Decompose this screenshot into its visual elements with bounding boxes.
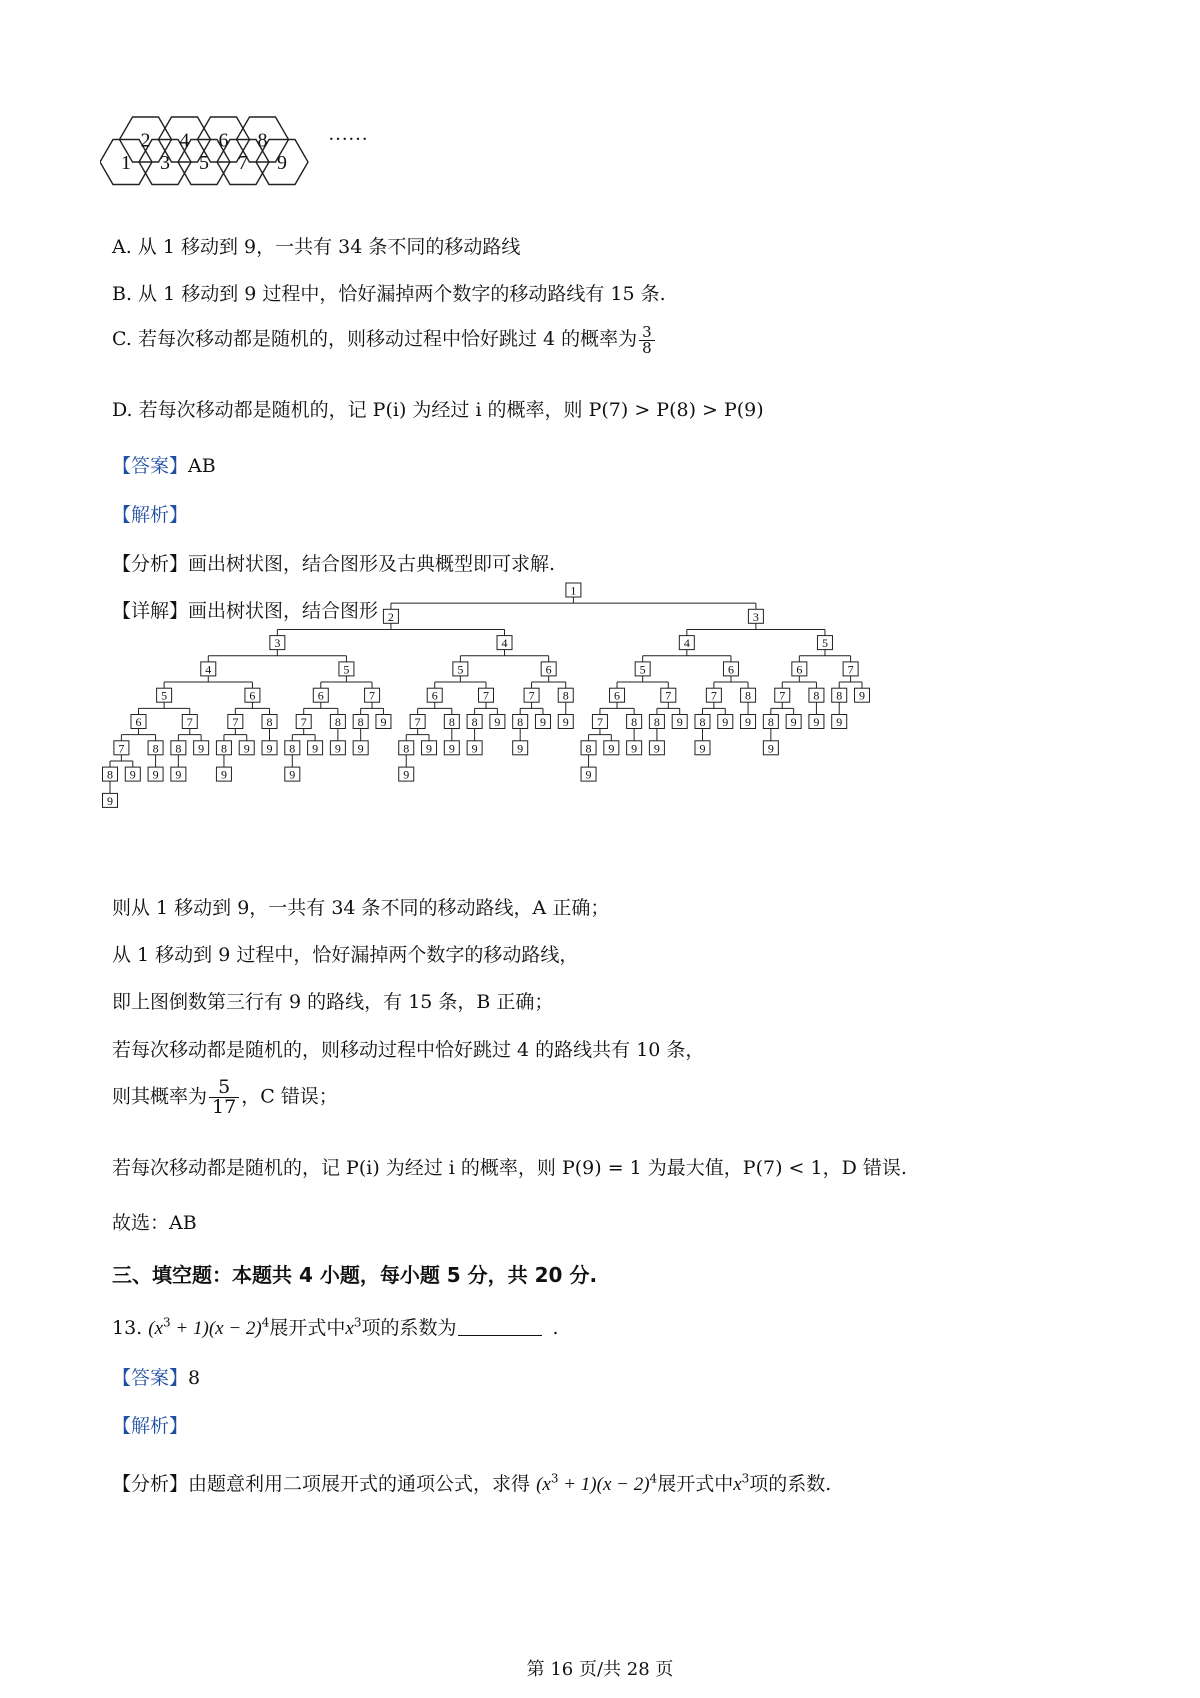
svg-text:6: 6 (727, 662, 734, 677)
svg-text:9: 9 (494, 715, 501, 729)
svg-text:5: 5 (821, 636, 828, 651)
prob-verdict: ，C 错误； (241, 1085, 338, 1108)
exponent: 3 (741, 1471, 750, 1486)
svg-text:3: 3 (160, 152, 170, 174)
svg-text:8: 8 (653, 715, 660, 729)
svg-text:9: 9 (471, 741, 478, 756)
tree-node-3 (270, 636, 285, 651)
tree-node-6 (610, 688, 625, 703)
fenxi-text: 画出树状图，结合图形及古典概型即可求解. (188, 553, 556, 575)
tree-node-9 (444, 741, 459, 756)
tree-node-5 (157, 688, 172, 703)
svg-text:9: 9 (175, 767, 182, 782)
svg-text:8: 8 (562, 688, 569, 703)
question-end: . (552, 1317, 559, 1339)
svg-text:9: 9 (403, 767, 410, 782)
svg-text:7: 7 (665, 688, 672, 703)
svg-text:8: 8 (266, 715, 273, 729)
tree-node-9 (786, 715, 801, 730)
svg-text:8: 8 (836, 688, 843, 703)
tree-node-9 (695, 741, 710, 756)
q13-jiexi (112, 1411, 188, 1438)
tree-node-9 (103, 793, 118, 808)
fraction-denominator: 8 (642, 338, 652, 357)
solution-line-6: 若每次移动都是随机的，记 P(i) 为经过 i 的概率，则 P(9) = 1 为最大值，P(7) < 1，D 错误. (112, 1157, 907, 1179)
svg-text:9: 9 (152, 767, 159, 782)
tree-node-5 (817, 636, 832, 651)
tree-node-5 (453, 662, 468, 677)
svg-text:5: 5 (639, 662, 646, 677)
solution-line-1: 则从 1 移动到 9，一共有 34 条不同的移动路线，A 正确； (112, 897, 610, 919)
tree-node-9 (399, 767, 414, 782)
svg-text:9: 9 (517, 741, 524, 756)
tree-node-7 (775, 688, 790, 703)
svg-text:9: 9 (608, 741, 615, 756)
tree-node-4 (201, 662, 216, 677)
svg-text:9: 9 (357, 741, 364, 756)
svg-text:7: 7 (238, 152, 248, 174)
tree-node-9 (627, 741, 642, 756)
svg-text:9: 9 (859, 688, 865, 703)
tree-node-8 (809, 688, 824, 703)
tree-node-9 (308, 741, 323, 756)
solution-line-4: 若每次移动都是随机的，则移动过程中恰好跳过 4 的路线共有 10 条， (112, 1039, 705, 1061)
tree-node-6 (245, 688, 260, 703)
svg-text:6: 6 (317, 688, 324, 703)
svg-text:9: 9 (380, 715, 387, 729)
solution-line-5 (112, 1078, 338, 1117)
tree-node-9 (558, 715, 573, 730)
tree-node-8 (649, 715, 664, 730)
svg-text:9: 9 (107, 793, 113, 808)
tree-node-9 (718, 715, 733, 730)
fraction-numerator: 5 (209, 1078, 239, 1098)
question-tail: 项的系数为 (361, 1317, 457, 1339)
svg-text:8: 8 (107, 767, 113, 782)
svg-text:7: 7 (414, 715, 421, 729)
tree-node-9 (330, 741, 345, 756)
tree-node-4 (679, 636, 694, 651)
tree-node-7 (296, 715, 311, 730)
tree-node-7 (228, 715, 243, 730)
jiexi-label: 【解析】 (112, 504, 189, 526)
svg-text:6: 6 (135, 715, 142, 729)
svg-text:9: 9 (767, 741, 774, 756)
svg-text:7: 7 (186, 715, 193, 729)
svg-text:6: 6 (796, 662, 803, 677)
tree-node-6 (792, 662, 807, 677)
tree-node-9 (832, 715, 847, 730)
svg-text:5: 5 (343, 662, 350, 677)
tree-node-8 (353, 715, 368, 730)
svg-text:9: 9 (653, 741, 660, 756)
svg-text:9: 9 (745, 715, 752, 729)
prob-text: 则其概率为 (112, 1085, 208, 1108)
tree-node-9 (376, 715, 391, 730)
section-heading: 三、填空题：本题共 4 小题，每小题 5 分，共 20 分. (112, 1263, 598, 1287)
svg-text:9: 9 (836, 715, 843, 729)
svg-text:8: 8 (257, 129, 268, 152)
tree-node-9 (148, 767, 163, 782)
xiangjie-tag: 【详解】 (112, 600, 189, 622)
svg-text:6: 6 (614, 688, 621, 703)
svg-text:5: 5 (457, 662, 464, 677)
tree-node-3 (748, 609, 763, 624)
svg-text:9: 9 (676, 715, 683, 729)
svg-text:8: 8 (175, 741, 182, 756)
svg-text:7: 7 (369, 688, 376, 703)
option-c-text: C. 若每次移动都是随机的，则移动过程中恰好跳过 4 的概率为 (112, 328, 638, 350)
q13-answer-line (112, 1363, 200, 1390)
fenxi-tag: 【分析】 (112, 553, 189, 575)
svg-text:4: 4 (179, 129, 190, 152)
option-b: B. 从 1 移动到 9 过程中，恰好漏掉两个数字的移动路线有 15 条. (112, 283, 666, 305)
tree-node-9 (353, 741, 368, 756)
tree-node-7 (524, 688, 539, 703)
tree-node-9 (649, 741, 664, 756)
svg-text:7: 7 (528, 688, 535, 703)
tree-node-6 (427, 688, 442, 703)
tree-node-9 (171, 767, 186, 782)
svg-text:9: 9 (562, 715, 569, 729)
tree-node-8 (399, 741, 414, 756)
svg-text:7: 7 (847, 662, 854, 677)
tree-node-6 (723, 662, 738, 677)
tree-node-9 (422, 741, 437, 756)
solution-line-3: 即上图倒数第三行有 9 的路线，有 15 条，B 正确； (112, 991, 554, 1013)
svg-text:9: 9 (312, 741, 319, 756)
svg-text:8: 8 (699, 715, 706, 729)
svg-text:9: 9 (426, 741, 433, 756)
fenxi-tag: 【分析】 (112, 1473, 189, 1495)
tree-node-9 (604, 741, 619, 756)
variable: x (345, 1318, 354, 1339)
tree-node-9 (285, 767, 300, 782)
tree-node-9 (855, 688, 870, 703)
q13-fenxi-line (112, 1469, 831, 1496)
svg-text:7: 7 (710, 688, 717, 703)
svg-text:9: 9 (585, 767, 592, 782)
tree-node-8 (171, 741, 186, 756)
svg-text:8: 8 (357, 715, 364, 729)
exponent: 3 (353, 1315, 362, 1330)
question-number: 13. (112, 1317, 143, 1339)
svg-text:4: 4 (501, 636, 508, 651)
svg-text:9: 9 (631, 741, 638, 756)
svg-text:8: 8 (517, 715, 524, 729)
xiangjie-text: 画出树状图，结合图形 (188, 600, 379, 622)
tree-node-2 (383, 609, 398, 624)
svg-text:7: 7 (300, 715, 307, 729)
question-mid: 展开式中 (269, 1317, 346, 1339)
tree-node-9 (125, 767, 140, 782)
svg-text:6: 6 (431, 688, 438, 703)
option-a: A. 从 1 移动到 9，一共有 34 条不同的移动路线 (112, 236, 521, 258)
svg-text:9: 9 (813, 715, 820, 729)
svg-text:3: 3 (752, 609, 759, 624)
jiexi-label: 【解析】 (112, 1415, 189, 1437)
tree-node-8 (558, 688, 573, 703)
svg-text:9: 9 (334, 741, 341, 756)
variable: x (733, 1474, 742, 1495)
tree-node-8 (262, 715, 277, 730)
fraction-numerator: 3 (639, 325, 655, 341)
exponent: 4 (649, 1471, 658, 1486)
tree-node-9 (239, 741, 254, 756)
svg-text:9: 9 (448, 741, 455, 756)
svg-text:1: 1 (570, 583, 577, 598)
tree-node-7 (114, 741, 129, 756)
svg-text:8: 8 (448, 715, 455, 729)
tree-node-8 (148, 741, 163, 756)
fraction-denominator: 17 (212, 1096, 237, 1118)
question-13 (112, 1313, 559, 1340)
svg-text:6: 6 (249, 688, 256, 703)
svg-text:9: 9 (699, 741, 706, 756)
svg-text:8: 8 (334, 715, 341, 729)
tree-node-8 (285, 741, 300, 756)
tree-node-8 (695, 715, 710, 730)
tree-node-9 (809, 715, 824, 730)
svg-text:6: 6 (545, 662, 552, 677)
ellipsis: …… (328, 123, 368, 145)
tree-node-8 (741, 688, 756, 703)
tree-node-9 (581, 767, 596, 782)
tree-node-8 (330, 715, 345, 730)
svg-text:8: 8 (631, 715, 638, 729)
fenxi-post: 项的系数. (749, 1473, 832, 1495)
fenxi-pre: 由题意利用二项展开式的通项公式，求得 (188, 1473, 531, 1495)
svg-text:9: 9 (220, 767, 227, 782)
tree-node-7 (706, 688, 721, 703)
tree-node-9 (262, 741, 277, 756)
svg-text:4: 4 (683, 636, 690, 651)
expr-part-b: + 1)(x − 2) (170, 1318, 262, 1339)
svg-text:8: 8 (220, 741, 227, 756)
svg-text:8: 8 (403, 741, 410, 756)
svg-text:2: 2 (140, 129, 151, 152)
svg-text:8: 8 (745, 688, 752, 703)
tree-node-1 (566, 583, 581, 598)
tree-node-8 (627, 715, 642, 730)
page-footer: 第 16 页/共 28 页 (526, 1659, 674, 1680)
solution-line-2: 从 1 移动到 9 过程中，恰好漏掉两个数字的移动路线， (112, 944, 579, 966)
tree-node-8 (763, 715, 778, 730)
tree-node-9 (763, 741, 778, 756)
svg-text:2: 2 (387, 609, 394, 624)
tree-node-7 (479, 688, 494, 703)
tree-node-4 (497, 636, 512, 651)
answer-tag: 【答案】 (112, 1367, 189, 1389)
tree-node-7 (592, 715, 607, 730)
svg-text:7: 7 (118, 741, 125, 756)
svg-text:9: 9 (289, 767, 296, 782)
svg-text:7: 7 (232, 715, 239, 729)
tree-node-8 (513, 715, 528, 730)
svg-text:8: 8 (585, 741, 592, 756)
exponent: 3 (163, 1315, 171, 1330)
svg-text:9: 9 (277, 152, 287, 174)
svg-text:5: 5 (199, 152, 209, 174)
option-d: D. 若每次移动都是随机的，记 P(i) 为经过 i 的概率，则 P(7) > P(8) > P(9) (112, 399, 764, 421)
exponent: 4 (261, 1315, 270, 1330)
svg-text:1: 1 (121, 152, 131, 174)
tree-node-9 (535, 715, 550, 730)
tree-node-8 (216, 741, 231, 756)
svg-text:8: 8 (813, 688, 820, 703)
prob-fraction (209, 1078, 239, 1117)
svg-text:8: 8 (767, 715, 774, 729)
exponent: 3 (550, 1471, 559, 1486)
tree-node-8 (444, 715, 459, 730)
svg-text:8: 8 (152, 741, 159, 756)
tree-node-9 (513, 741, 528, 756)
expr-part-b: + 1)(x − 2) (558, 1474, 650, 1495)
expr-part-a: (x (536, 1474, 551, 1495)
tree-node-6 (313, 688, 328, 703)
tree-node-9 (741, 715, 756, 730)
tree-node-6 (541, 662, 556, 677)
tree-node-7 (182, 715, 197, 730)
answer-tag: 【答案】 (112, 455, 189, 477)
svg-text:9: 9 (722, 715, 729, 729)
svg-text:8: 8 (289, 741, 296, 756)
tree-node-9 (467, 741, 482, 756)
tree-node-5 (339, 662, 354, 677)
svg-text:9: 9 (539, 715, 546, 729)
svg-text:7: 7 (483, 688, 489, 703)
tree-node-8 (467, 715, 482, 730)
tree-node-7 (410, 715, 425, 730)
svg-text:9: 9 (790, 715, 797, 729)
svg-text:9: 9 (129, 767, 136, 782)
tree-node-9 (490, 715, 505, 730)
svg-text:5: 5 (161, 688, 168, 703)
svg-text:9: 9 (198, 741, 205, 756)
tree-node-7 (365, 688, 380, 703)
tree-node-8 (103, 767, 118, 782)
svg-text:7: 7 (779, 688, 786, 703)
svg-text:9: 9 (243, 741, 250, 756)
svg-text:8: 8 (471, 715, 478, 729)
svg-text:3: 3 (274, 636, 281, 651)
tree-node-9 (672, 715, 687, 730)
svg-text:4: 4 (205, 662, 212, 677)
tree-node-9 (194, 741, 209, 756)
tree-node-8 (832, 688, 847, 703)
expr-part-a: (x (148, 1318, 164, 1339)
svg-text:6: 6 (218, 129, 229, 152)
tree-node-5 (635, 662, 650, 677)
tree-node-7 (661, 688, 676, 703)
svg-text:7: 7 (596, 715, 603, 729)
question-mid: 展开式中 (657, 1473, 734, 1495)
solution-line-7: 故选：AB (112, 1212, 197, 1234)
svg-text:9: 9 (266, 741, 273, 756)
answer-value: AB (188, 455, 216, 477)
tree-node-8 (581, 741, 596, 756)
tree-node-9 (216, 767, 231, 782)
tree-node-7 (843, 662, 858, 677)
answer-blank (458, 1335, 542, 1336)
tree-node-6 (131, 715, 146, 730)
answer-value: 8 (188, 1367, 201, 1389)
